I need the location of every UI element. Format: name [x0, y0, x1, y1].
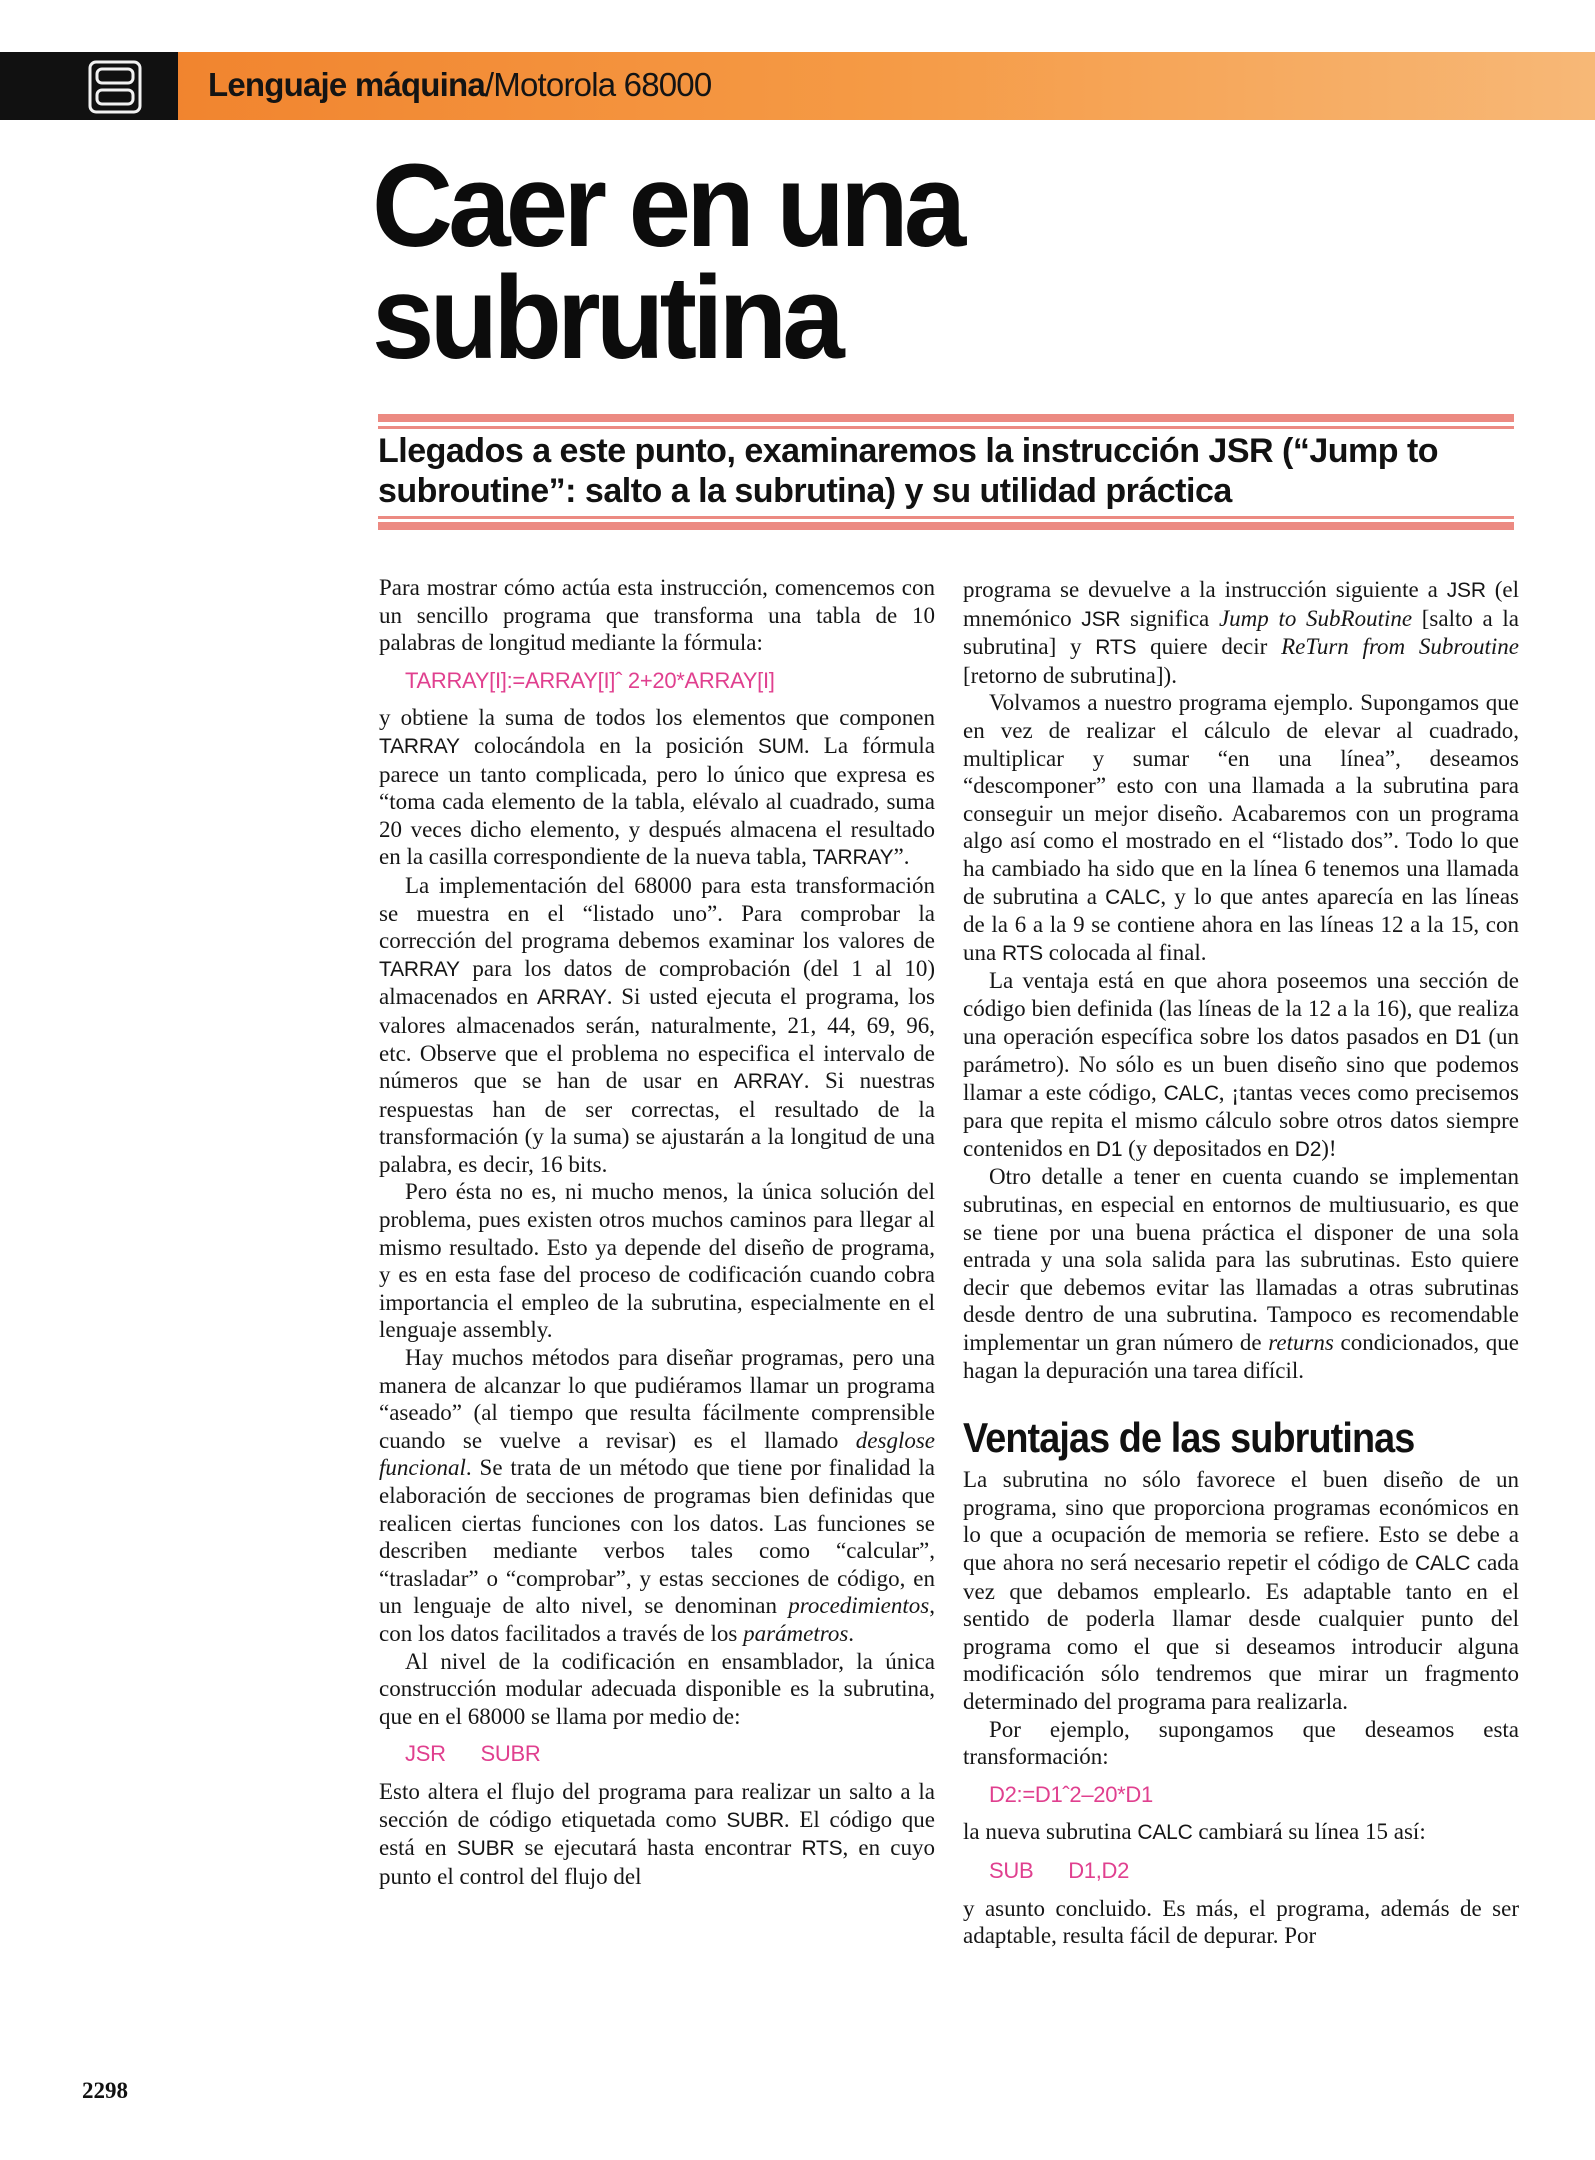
paragraph: La subrutina no sólo favorece el buen diseño de un programa, sino que proporciona programas económicos en lo que a ocupación de memoria se refiere. Esto se debe a que ahora no será necesario repetir el código de CALC cada vez que debamos emplearlo. Es adaptable tanto en el sentido de poderla llamar desde cualquier punto del programa como el que si deseamos introducir alguna modificación sólo tendremos que mirar un fragmento determinado del programa para realizarla. [963, 1467, 1519, 1714]
code-jsr: JSR SUBR [405, 1741, 541, 1767]
section-heading: Ventajas de las subrutinas [963, 1414, 1415, 1462]
paragraph: Otro detalle a tener en cuenta cuando se implementan subrutinas, en especial en entornos de multiusuario, es que se tiene por una buena práctica el disponer de una sola entrada y una sola salida para las subrutinas. Esto quiere decir que debemos evitar las llamadas a otras subrutinas desde dentro de una subrutina. Tampoco es recomendable implementar un gran número de returns condicionados, que hagan la depuración una tarea difícil. [963, 1164, 1519, 1383]
paragraph: La ventaja está en que ahora poseemos una sección de código bien definida (las líneas de la 12 a la 16), que realiza una operación específica sobre los datos pasados en D1 (un parámetro). No sólo es un buen diseño sino que podemos llamar a este código, CALC, ¡tantas veces como precisemos para que repita el mismo cálculo sobre otros datos siempre contenidos en D1 (y depositados en D2)! [963, 968, 1520, 1161]
subtitle: Llegados a este punto, examinaremos la instrucción JSR (“Jump to subroutine”: salto a la subrutina) y su utilidad práctica [378, 432, 1439, 510]
subtitle-rule-bottom-thin [378, 516, 1514, 519]
code-formula-2: D2:=D1ˆ2–20*D1 [989, 1781, 1153, 1807]
right-column [963, 576, 1519, 1950]
paragraph: Pero ésta no es, ni mucho menos, la única solución del problema, pues existen otros muchos caminos para llegar al mismo resultado. Esto ya depende del diseño de programa, y es en esta fase del proceso de codificación cuando cobra importancia el empleo de la subrutina, especialmente en el lenguaje assembly. [379, 1179, 935, 1343]
paragraph: Para mostrar cómo actúa esta instrucción, comencemos con un sencillo programa que transforma una tabla de 10 palabras de longitud mediante la fórmula: [379, 575, 935, 656]
paragraph: la nueva subrutina CALC cambiará su línea 15 así: [963, 1819, 1426, 1845]
page-title: Caer en una subrutina [372, 140, 962, 384]
paragraph: Por ejemplo, supongamos que deseamos esta transformación: [963, 1716, 1519, 1770]
paragraph: Hay muchos métodos para diseñar programas, pero una manera de alcanzar lo que pudiéramos llamar un programa “aseado” (al tiempo que resulta fácilmente comprensible cuando se vuelve a revisar) es el llamado desglose funcional. Se trata de un método que tiene por finalidad la elaboración de secciones de programas bien definidas que realicen ciertas funciones con los datos. Las funciones se describen mediante verbos tales como “calcular”, “trasladar” o “comprobar”, y estas secciones de código, en un lenguaje de alto nivel, se denominan procedimientos, con los datos facilitados a través de los parámetros. [379, 1345, 935, 1646]
section-title: Lenguaje máquina/Motorola 68000 [208, 66, 712, 103]
paragraph: Volvamos a nuestro programa ejemplo. Supongamos que en vez de realizar el cálculo de elevar al cuadrado, multiplicar y sumar “en una línea”, deseamos “descomponer” esto con una llamada a la subrutina para conseguir un mejor diseño. Acabaremos con un programa algo así como el mostrado en el “listado dos”. Todo lo que ha cambiado ha sido que en la línea 6 tenemos una llamada de subrutina a CALC, y lo que antes aparecía en las líneas de la 6 a la 9 se contiene ahora en las líneas 12 a la 15, con una RTS colocada al final. [963, 690, 1520, 965]
subtitle-rule-bottom [378, 522, 1514, 530]
page-number: 2298 [82, 2078, 128, 2103]
code-sub: SUB D1,D2 [989, 1857, 1130, 1883]
left-column [379, 574, 935, 1890]
paragraph: y obtiene la suma de todos los elementos que componen TARRAY colocándola en la posición SUM. La fórmula parece un tanto complicada, pero lo único que expresa es “toma cada elemento de la tabla, elévalo al cuadrado, suma 20 veces dicho elemento, y después almacena el resultado en la casilla correspondiente de la nueva tabla, TARRAY”. [379, 705, 935, 870]
paragraph: Esto altera el flujo del programa para realizar un salto a la sección de código etiquetada como SUBR. El código que está en SUBR se ejecutará hasta encontrar RTS, en cuyo punto el control del flujo del [379, 1778, 935, 1889]
terminal-icon [88, 60, 142, 114]
paragraph: programa se devuelve a la instrucción siguiente a JSR (el mnemónico JSR significa Jump to SubRoutine [salto a la subrutina] y RTS quiere decir ReTurn from Subroutine [retorno de subrutina]). [963, 577, 1520, 688]
subtitle-rule-top [378, 414, 1514, 422]
paragraph: y asunto concluido. Es más, el programa, además de ser adaptable, resulta fácil de depurar. Por [963, 1895, 1519, 1949]
subtitle-rule-top-thin [378, 426, 1514, 429]
code-formula: TARRAY[I]:=ARRAY[I]ˆ 2+20*ARRAY[I] [405, 667, 775, 693]
paragraph: La implementación del 68000 para esta transformación se muestra en el “listado uno”. Para comprobar la corrección del programa debemos examinar los valores de TARRAY para los datos de comprobación (del 1 al 10) almacenados en ARRAY. Si usted ejecuta el programa, los valores almacenados serán, naturalmente, 21, 44, 69, 96, etc. Observe que el problema no especifica el intervalo de números que se han de usar en ARRAY. Si nuestras respuestas han de ser correctas, el resultado de la transformación (y la suma) se ajustarán a la longitud de una palabra, es decir, 16 bits. [379, 872, 935, 1177]
paragraph: Al nivel de la codificación en ensamblador, la única construcción modular adecuada disponible es la subrutina, que en el 68000 se llama por medio de: [379, 1648, 935, 1729]
